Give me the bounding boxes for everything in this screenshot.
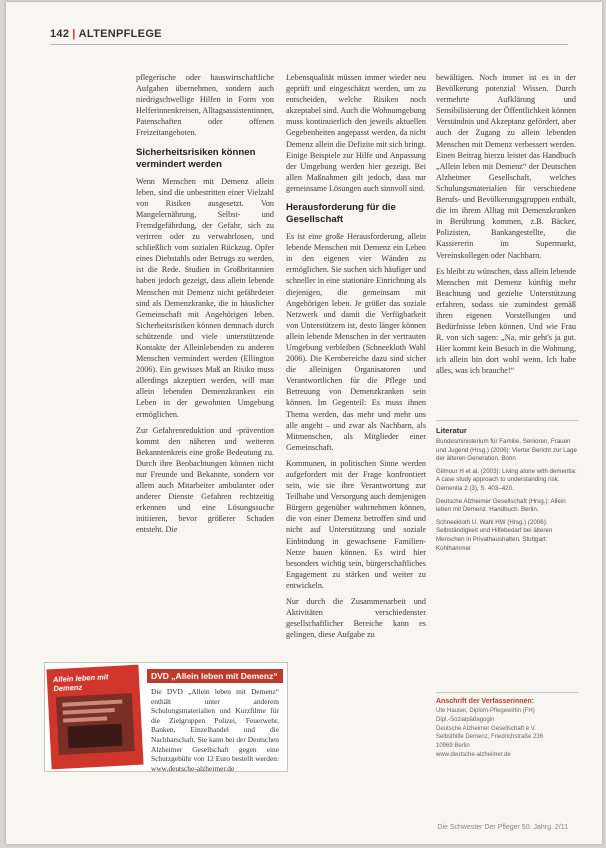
page-footer: Die Schwester Der Pfleger 50. Jahrg. 2/11 — [437, 824, 568, 831]
paragraph: Zur Gefahrenreduktion und -prävention kommt den näheren und weiteren Bekanntenkreis eine große Bedeutung zu. Durch ihre Beobachtungen können nicht nur Freunde und Bekannte, sondern vor allem auch Mitarbeiter ambulanter oder anderer Dienste Gefahren rechtzeitig erkennen und eine Lösungssuche initiieren, bevor größerer Schaden entsteht. Die — [136, 425, 274, 535]
literature-entry: Bundesministerium für Familie, Senioren, Frauen und Jugend (Hrsg.) (2006): Vierter Bericht zur Lage der älteren Generation. Bonn — [436, 438, 577, 463]
header-rule — [50, 44, 568, 45]
author-line: Deutsche Alzheimer Gesellschaft e.V. — [436, 725, 536, 732]
text-column-1 — [136, 72, 274, 541]
author-address-box — [436, 692, 578, 761]
author-line: 10969 Berlin — [436, 743, 470, 750]
dvd-cover-image — [46, 665, 143, 770]
dvd-title: DVD „Allein leben mit Demenz“ — [147, 669, 283, 683]
subheading: Herausforderung für die Gesellschaft — [286, 202, 396, 226]
author-address-title: Anschrift der Verfasserinnen: — [436, 698, 535, 705]
subheading: Sicherheitsrisiken können vermindert werden — [136, 146, 256, 170]
paragraph: bewältigen. Noch immer ist es in der Bevölkerung potenzial Wissen. Durch vermehrte Aufklärung und Sensibilisierung der Öffentlichkeit können Verständnis und Akzeptanz gefördert, aber auch der Zugang zu allein lebenden Menschen mit Demenz verbessert werden. Einen Beitrag hierzu leistet das Handbuch „Allein leben mit Demenz“ der Deutschen Alzheimer Gesellschaft, welches Schulungsmaterialien für verschiedene Berufs- und Bevölkerungsgruppen enthält, die im ihrem Alltag mit Demenzkranken in Berührung kommen, z.B. Bäcker, Polizisten, Bankangestellte, die Kassiererin im Supermarkt, Vereinskollegen oder Nachbarn. — [436, 73, 576, 260]
literature-title: Literatur — [436, 426, 467, 435]
dvd-cover-photo — [56, 693, 135, 755]
literature-entry: Deutsche Alzheimer Gesellschaft (Hrsg.): Allein leben mit Demenz. Handbuch. Berlin. — [436, 497, 566, 514]
paragraph: Es ist eine große Herausforderung, allein lebende Menschen mit Demenz ein Leben in den eigenen vier Wänden zu ermöglichen. Sie suchen sich häufiger und schneller in eine stationäre Einrichtung als diejenigen, die gemeinsam mit Angehörigen leben. Je größer das soziale Netzwerk und damit die Verfügbarkeit von Unterstützern ist, desto länger können allein lebende Menschen in der vertrauten Umgebung verbleiben (Schneekloth Wahl 2006). Die Kernbereiche dazu sind sicher die alleinigen Organisatoren und Verantwortlichen für die Pflege und Betreuung von Demenzkranken sein können. Im Gegenteil: Es muss ihnen Thema werden, das mehr und mehr uns alle angeht – und zwar als Nachbarn, als Mitmenschen, als Mitglieder einer Gemeinschaft. — [286, 232, 426, 452]
paragraph: Kommunen, in politischen Sinne werden aufgefordert mit der Frage konfrontiert sein, wie sie ihre Verantwortung zur Teilhabe und Versorgung auch demjenigen Bürgern gegenüber wahrnehmen können, die von einer Demenz betroffen sind und nicht auf Unterstützung und soziale Einbindung in gewachsene Familien- Netze bauen können. Es wird hier besonders wichtig sein, bürgerschaftliches Engagement zu stärken und weiter zu entwickeln. — [286, 458, 426, 590]
page-number: 142 — [50, 28, 70, 40]
paragraph: Nur durch die Zusammenarbeit und Aktivitäten verschiedenster gesellschaftlicher Bereiche kann es gelingen, diese Aufgabe zu — [286, 597, 426, 640]
text-column-2 — [286, 72, 426, 645]
header-separator: | — [72, 28, 76, 40]
text-column-3 — [436, 72, 576, 382]
paragraph: Wenn Menschen mit Demenz allein leben, sind die unbestritten einer Vielzahl von Risiken ausgesetzt. Von Mangelernährung, Selbst- und Fremdgefährdung, der Gefahr, sich zu verirren oder zu verwahrlosen, und schließlich vom sozialen Rückzug. Opfer eines Diebstahls oder Betrugs zu werden, ist die Rede. Studien in Großbritannien haben jedoch gezeigt, dass allein lebende Menschen mit Demenz nicht gefährdeter sind als Demenzkranke, die in häuslicher Gemeinschaft mit Angehörigen leben. Sicherheitsrisiken können demnach durch schützende und viele unterstützende Kontakte der Alleinlebenden zu anderen Menschen vermindert werden (Ellington 2006). Ein gewisses Maß an Risiko muss allerdings akzeptiert werden, will man allein lebenden Demenzkranken ein Leben in der gewohnten Umgebung ermöglichen. — [136, 176, 274, 419]
author-line: www.deutsche-alzheimer.de — [436, 751, 511, 758]
paragraph: pflegerische oder hauswirtschaftliche Aufgaben übernehmen, sondern auch niedrigschwellige Hilfen in Form von Helferinnenkreisen, Alltagsassistentinnen, Patenschaften oder offenen Freizeitangeboten. — [136, 73, 275, 138]
page-header — [50, 28, 162, 40]
author-line: Dipl.-Sozialpädagogin — [436, 716, 495, 723]
paragraph: Es bleibt zu wünschen, dass allein lebende Menschen mit Demenz künftig mehr Beachtung und gezielte Unterstützung erfahren, sodass sie zumindest gemäß ihren eigenen Vorstellungen und Bedürfnisse leben können. Und wie Frau R. von sich sagen: „Na, mir geht's ja gut. Hier kommt kein Besuch in die Wohnung, ich allein bin dort wohl wenn. Ich habe alles, was ich brauche!“ — [436, 266, 576, 376]
magazine-page — [6, 2, 602, 844]
dvd-description: Die DVD „Allein leben mit Demenz“ enthält unter anderem Schulungsmaterialien und Kurzfilme für die Zielgruppen Polizei, Feuerwehr, Banken, Einzelhandel und die Nachbarschaft. Sie kann bei der Deutschen Alzheimer Gesellschaft gegen eine Schutzgebühr von 12 Euro bestellt werden: www.deutsche-alzheimer.de — [151, 687, 279, 773]
dvd-cover-title: Allein leben mit Demenz — [52, 672, 109, 694]
literature-entry: Schneekloth U, Wahl HW (Hrsg.) (2006): Selbständigkeit und Hilfebedarf bei älteren Menschen in Privathaushalten. Stuttgart: Kohlhammer — [436, 518, 553, 552]
paragraph: Lebensqualität müssen immer wieder neu geprüft und eingeschätzt werden, um zu entscheiden, welche Risiken noch akzeptabel sind. Auch die Wohnumgebung muss kontinuierlich den jeweils aktuellen Gegebenheiten angepasst werden, da nicht Demenz allein die Defizite mit sich bringt. Einige Beispiele zur Hilfe und Anpassung der Umgebung werden hier gezeigt. Bei allen Maßnahmen gilt jedoch, dass nur gemeinsame Lösungen auch sinnvoll sind. — [286, 73, 426, 193]
section-title: ALTENPFLEGE — [78, 28, 162, 40]
literature-box — [436, 420, 578, 557]
dvd-info-box — [44, 662, 288, 772]
author-line: Ute Hauser, Diplom-Pflegewirtin (FH) — [436, 708, 535, 714]
literature-entry: Gilmour H et al. (2003): Living alone with dementia: A case study approach to understanding risk. Dementia 2 (3), S. 403–420. — [436, 467, 577, 492]
author-line: Selbsthilfe Demenz, Friedrichstraße 236 — [436, 734, 544, 741]
